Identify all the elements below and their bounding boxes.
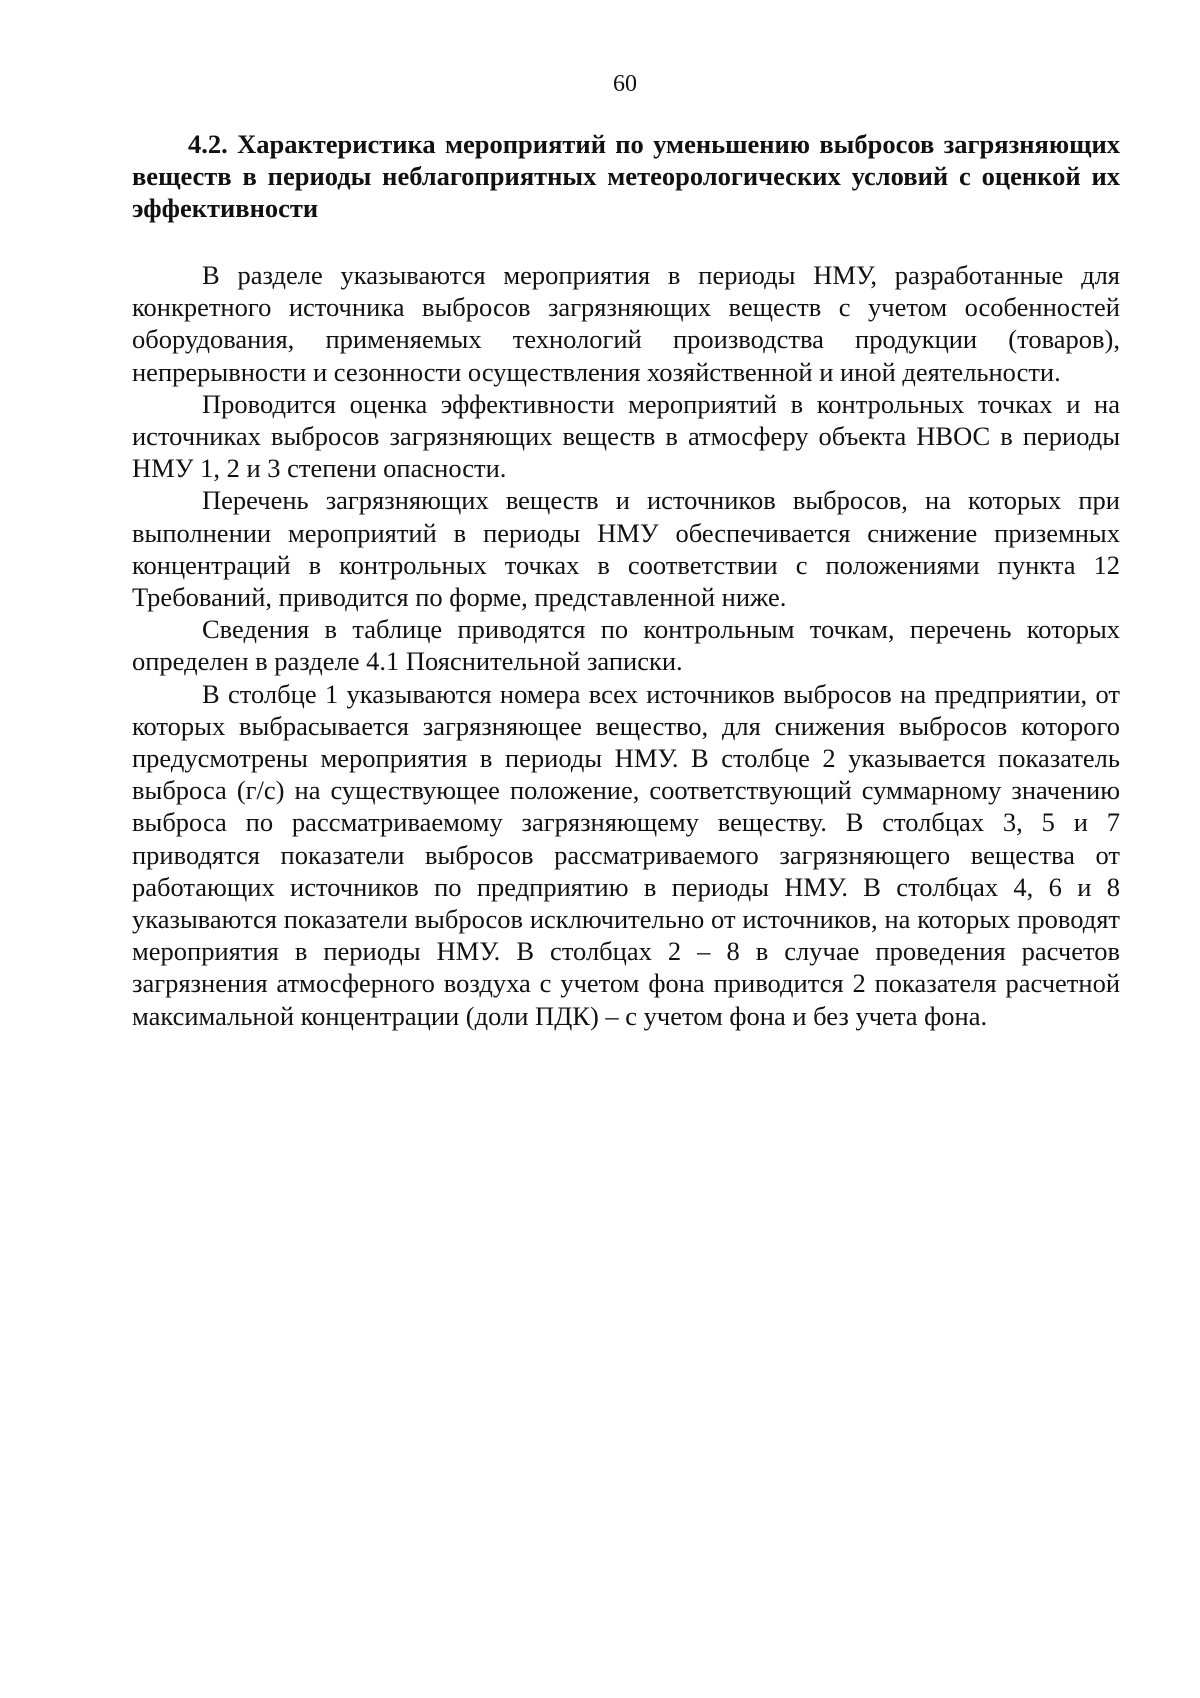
body-text — [132, 259, 1120, 1032]
paragraph-4: Сведения в таблице приводятся по контрольным точкам, перечень которых определен в разделе 4.1 Пояснительной записки. — [132, 614, 1120, 677]
section-heading: 4.2. Характеристика мероприятий по уменьшению выбросов загрязняющих веществ в периоды неблагоприятных метеорологических условий с оценкой их эффективности — [132, 129, 1120, 223]
paragraph-3: Перечень загрязняющих веществ и источников выбросов, на которых при выполнении мероприятий в периоды НМУ обеспечивается снижение приземных концентраций в контрольных точках в соответствии с положениями пункта 12 Требований, приводится по форме, представленной ниже. — [132, 485, 1120, 613]
page-number: 60 — [613, 71, 637, 97]
paragraph-2: Проводится оценка эффективности мероприятий в контрольных точках и на источниках выбросов загрязняющих веществ в атмосферу объекта НВОС в периоды НМУ 1, 2 и 3 степени опасности. — [132, 388, 1120, 484]
paragraph-1: В разделе указываются мероприятия в периоды НМУ, разработанные для конкретного источника выбросов загрязняющих веществ с учетом особенностей оборудования, применяемых технологий производства продукции (товаров), непрерывности и сезонности осуществления хозяйственной и иной деятельности. — [132, 260, 1120, 387]
paragraph-5: В столбце 1 указываются номера всех источников выбросов на предприятии, от которых выбрасывается загрязняющее вещество, для снижения выбросов которого предусмотрены мероприятия в периоды НМУ. В столбце 2 указывается показатель выброса (г/с) на существующее положение, соответствующий суммарному значению выброса по рассматриваемому загрязняющему веществу. В столбцах 3, 5 и 7 приводятся показатели выбросов рассматриваемого загрязняющего вещества от работающих источников по предприятию в периоды НМУ. В столбцах 4, 6 и 8 указываются показатели выбросов исключительно от источников, на которых проводят мероприятия в периоды НМУ. В столбцах 2 – 8 в случае проведения расчетов загрязнения атмосферного воздуха с учетом фона приводится 2 показателя расчетной максимальной концентрации (доли ПДК) – с учетом фона и без учета фона. — [132, 678, 1120, 1031]
